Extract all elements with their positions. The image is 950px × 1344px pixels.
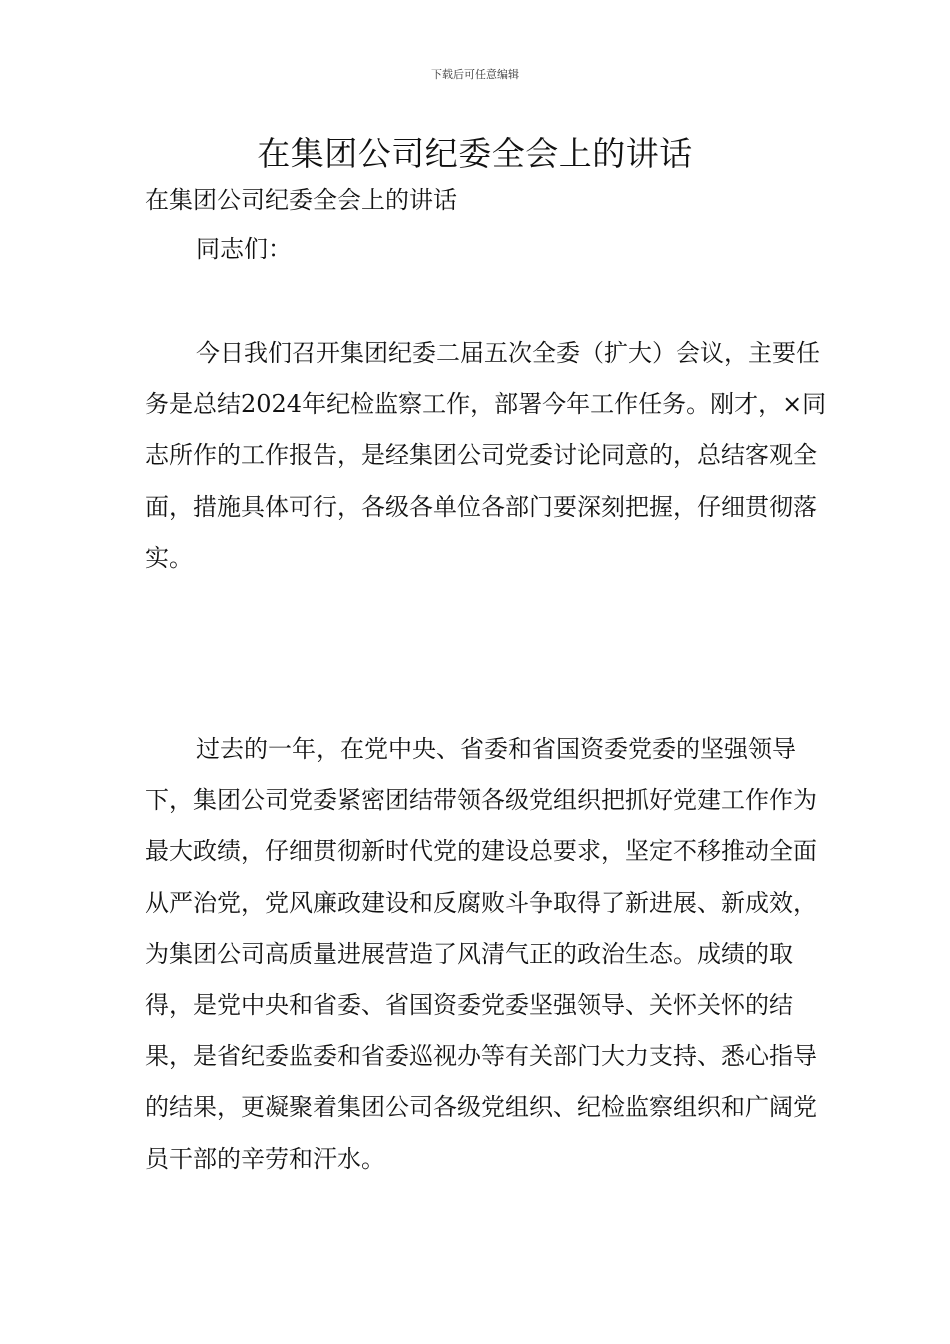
salutation: 同志们： xyxy=(196,235,292,263)
header-note: 下载后可任意编辑 xyxy=(431,68,519,81)
paragraph-1: 今日我们召开集团纪委二届五次全委（扩大）会议，主要任务是总结2024年纪检监察工作，部署今年工作任务。刚才，×同志所作的工作报告，是经集团公司党委讨论同意的，总结客观全面，措施具体可行，各级各单位各部门要深刻把握，仔细贯彻落实。 xyxy=(145,339,827,572)
paragraph-2: 过去的一年，在党中央、省委和省国资委党委的坚强领导下，集团公司党委紧密团结带领各级党组织把抓好党建工作作为最大政绩，仔细贯彻新时代党的建设总要求，坚定不移推动全面从严治党，党风廉政建设和反腐败斗争取得了新进展、新成效，为集团公司高质量进展营造了风清气正的政治生态。成绩的取得，是党中央和省委、省国资委党委坚强领导、关怀关怀的结果，是省纪委监委和省委巡视办等有关部门大力支持、悉心指导的结果，更凝聚着集团公司各级党组织、纪检监察组织和广阔党员干部的辛劳和汗水。 xyxy=(145,735,817,1173)
document-subtitle: 在集团公司纪委全会上的讲话 xyxy=(145,186,457,214)
document-title: 在集团公司纪委全会上的讲话 xyxy=(257,134,693,173)
